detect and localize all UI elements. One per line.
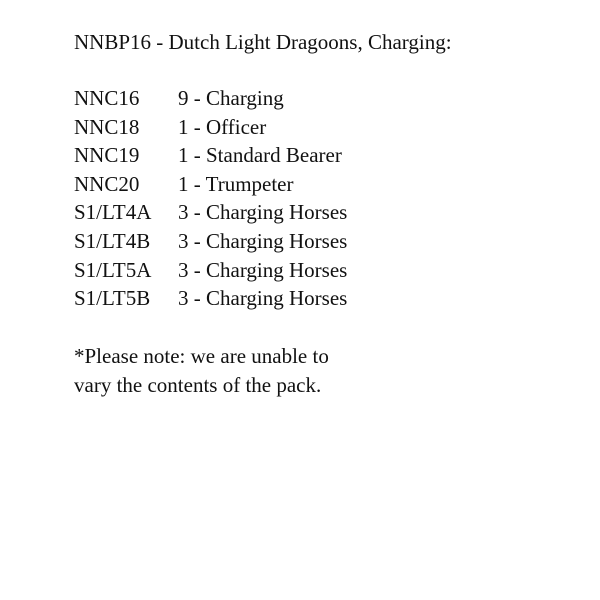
note-line: *Please note: we are unable to xyxy=(74,344,329,368)
item-code: S1/LT4A xyxy=(74,200,152,225)
item-code: NNC18 xyxy=(74,114,140,139)
pack-note xyxy=(74,342,434,399)
item-description: 1 - Officer xyxy=(178,114,267,139)
item-code: S1/LT4B xyxy=(74,228,151,253)
item-description: 9 - Charging xyxy=(178,86,284,110)
list-item xyxy=(74,141,494,170)
list-item xyxy=(74,198,494,227)
contents-list xyxy=(74,84,494,313)
pack-title: NNBP16 - Dutch Light Dragoons, Charging: xyxy=(74,30,452,54)
list-item xyxy=(74,256,494,285)
note-line: vary the contents of the pack. xyxy=(74,372,322,397)
item-description: 3 - Charging Horses xyxy=(178,228,348,253)
item-description: 1 - Trumpeter xyxy=(178,171,294,196)
list-item xyxy=(74,113,494,142)
item-code: S1/LT5B xyxy=(74,286,151,311)
item-description: 3 - Charging Horses xyxy=(178,286,348,311)
item-description: 3 - Charging Horses xyxy=(178,257,348,282)
list-item xyxy=(74,227,494,256)
list-item xyxy=(74,284,494,313)
item-code: NNC20 xyxy=(74,171,140,196)
item-code: S1/LT5A xyxy=(74,257,152,282)
item-code: NNC19 xyxy=(74,143,140,168)
list-item xyxy=(74,170,494,199)
item-code: NNC16 xyxy=(74,86,140,110)
item-description: 1 - Standard Bearer xyxy=(178,143,342,168)
item-description: 3 - Charging Horses xyxy=(178,200,348,225)
list-item xyxy=(74,84,494,113)
